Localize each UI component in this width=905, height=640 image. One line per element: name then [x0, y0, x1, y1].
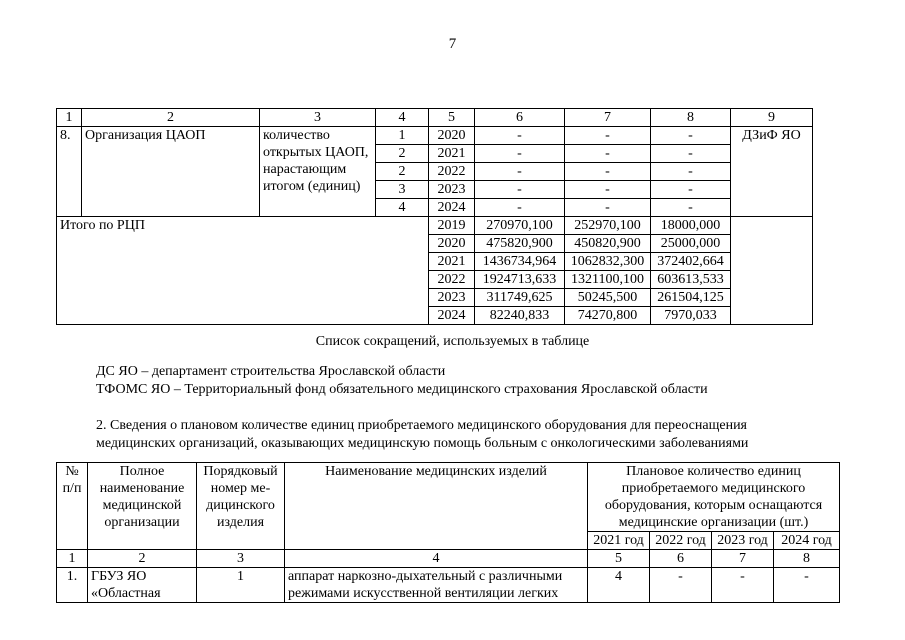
item-indicator — [260, 127, 376, 217]
table1-col-num: 1 — [57, 109, 82, 127]
year-header: 2021 год — [588, 532, 650, 550]
header-org-name — [88, 463, 197, 550]
amount-cell: 261504,125 — [651, 289, 731, 307]
year-cell: 2022 — [429, 271, 475, 289]
amount-cell: 252970,100 — [565, 217, 651, 235]
table1-col-num: 2 — [82, 109, 260, 127]
amount-cell: 7970,033 — [651, 307, 731, 325]
header-device-name: Наименование медицинских изделий — [285, 463, 588, 550]
item-name: Организация ЦАОП — [82, 127, 260, 217]
year-cell: 2019 — [429, 217, 475, 235]
year-cell: 2024 — [429, 307, 475, 325]
table1-col-num: 3 — [260, 109, 376, 127]
table-row — [57, 127, 813, 145]
qty-cell: - — [774, 568, 840, 603]
amount-cell: 1062832,300 — [565, 253, 651, 271]
table2-col-num: 6 — [650, 550, 712, 568]
amount-cell: - — [565, 181, 651, 199]
year-cell: 2023 — [429, 289, 475, 307]
header-num — [57, 463, 88, 550]
table2-col-num: 3 — [197, 550, 285, 568]
target-value: 1 — [376, 127, 429, 145]
amount-cell: 603613,533 — [651, 271, 731, 289]
amount-cell: - — [475, 181, 565, 199]
indicator-line: нарастающим — [263, 162, 347, 177]
amount-cell: - — [651, 181, 731, 199]
year-cell: 2022 — [429, 163, 475, 181]
indicator-line: количество — [263, 128, 330, 143]
amount-cell: - — [565, 163, 651, 181]
device-line: аппарат наркозно-дыхательный с различными — [288, 569, 563, 584]
item-number: 8. — [57, 127, 82, 217]
year-header: 2023 год — [712, 532, 774, 550]
amount-cell: - — [565, 127, 651, 145]
amount-cell: - — [651, 127, 731, 145]
abbreviation-item: ТФОМС ЯО – Территориальный фонд обязательного медицинского страхования Ярославской области — [96, 382, 708, 397]
header-line: номер ме- — [210, 481, 271, 496]
header-line: организации — [104, 515, 180, 530]
header-line: п/п — [62, 481, 82, 496]
header-line: Полное — [119, 464, 165, 479]
section2-heading-cont: медицинских организаций, оказывающих медицинскую помощь больным с онкологическими заболеваниями — [96, 436, 749, 451]
device-line: режимами искусственной вентиляции легких — [288, 586, 559, 601]
header-line: наименование — [99, 481, 185, 496]
table1-col-num: 4 — [376, 109, 429, 127]
table2-col-num: 5 — [588, 550, 650, 568]
order-number: 1 — [197, 568, 285, 603]
table1-col-num: 8 — [651, 109, 731, 127]
amount-cell: - — [565, 199, 651, 217]
row-number: 1. — [57, 568, 88, 603]
amount-cell: 74270,800 — [565, 307, 651, 325]
amount-cell: - — [475, 199, 565, 217]
header-line: дицинского — [206, 498, 275, 513]
target-value: 4 — [376, 199, 429, 217]
header-line: № — [65, 464, 79, 479]
responsible-cell: ДЗиФ ЯО — [731, 127, 813, 217]
qty-cell: - — [650, 568, 712, 603]
regional-program-table — [56, 108, 813, 325]
org-name — [88, 568, 197, 603]
target-value: 2 — [376, 145, 429, 163]
empty-cell — [731, 217, 813, 325]
header-line: изделия — [216, 515, 265, 530]
amount-cell: 82240,833 — [475, 307, 565, 325]
year-cell: 2023 — [429, 181, 475, 199]
device-name — [285, 568, 588, 603]
table-row — [57, 217, 813, 235]
amount-cell: - — [475, 163, 565, 181]
header-line: оборудования, которым оснащаются — [604, 498, 823, 513]
amount-cell: 475820,900 — [475, 235, 565, 253]
table1-col-num: 9 — [731, 109, 813, 127]
year-cell: 2024 — [429, 199, 475, 217]
year-header: 2024 год — [774, 532, 840, 550]
table2-col-num: 7 — [712, 550, 774, 568]
amount-cell: 25000,000 — [651, 235, 731, 253]
table1-header-row — [57, 109, 813, 127]
amount-cell: - — [475, 127, 565, 145]
total-label: Итого по РЦП — [57, 217, 429, 325]
amount-cell: 50245,500 — [565, 289, 651, 307]
table1-col-num: 6 — [475, 109, 565, 127]
org-line: «Областная — [91, 586, 161, 601]
table2-col-num: 8 — [774, 550, 840, 568]
indicator-line: открытых ЦАОП, — [263, 145, 369, 160]
amount-cell: 372402,664 — [651, 253, 731, 271]
header-line: Порядковый — [203, 464, 278, 479]
org-line: ГБУЗ ЯО — [91, 569, 147, 584]
table2-colnum-row — [57, 550, 840, 568]
target-value: 3 — [376, 181, 429, 199]
amount-cell: 311749,625 — [475, 289, 565, 307]
header-line: Плановое количество единиц — [626, 464, 801, 479]
amount-cell: - — [475, 145, 565, 163]
table-row — [57, 568, 840, 603]
amount-cell: 270970,100 — [475, 217, 565, 235]
abbreviation-item: ДС ЯО – департамент строительства Ярославской области — [96, 364, 446, 379]
amount-cell: - — [651, 199, 731, 217]
amount-cell: - — [651, 163, 731, 181]
amount-cell: 18000,000 — [651, 217, 731, 235]
year-cell: 2021 — [429, 145, 475, 163]
abbreviations-title: Список сокращений, используемых в таблице — [315, 334, 590, 349]
amount-cell: 1924713,633 — [475, 271, 565, 289]
table1-col-num: 7 — [565, 109, 651, 127]
target-value: 2 — [376, 163, 429, 181]
header-planned-qty — [588, 463, 840, 532]
table2-col-num: 4 — [285, 550, 588, 568]
header-line: приобретаемого медицинского — [621, 481, 806, 496]
year-cell: 2020 — [429, 127, 475, 145]
table1-col-num: 5 — [429, 109, 475, 127]
year-header: 2022 год — [650, 532, 712, 550]
header-order-number — [197, 463, 285, 550]
amount-cell: 1436734,964 — [475, 253, 565, 271]
table2-header-row — [57, 463, 840, 532]
equipment-table — [56, 462, 840, 603]
amount-cell: - — [565, 145, 651, 163]
page-number: 7 — [448, 36, 457, 52]
section2-heading: 2. Сведения о плановом количестве единиц приобретаемого медицинского оборудования для переоснащения — [96, 418, 747, 433]
header-line: медицинской — [102, 498, 182, 513]
year-cell: 2021 — [429, 253, 475, 271]
indicator-line: итогом (единиц) — [263, 179, 361, 194]
qty-cell: 4 — [588, 568, 650, 603]
amount-cell: 1321100,100 — [565, 271, 651, 289]
amount-cell: 450820,900 — [565, 235, 651, 253]
header-line: медицинские организации (шт.) — [618, 515, 809, 530]
amount-cell: - — [651, 145, 731, 163]
table2-col-num: 2 — [88, 550, 197, 568]
qty-cell: - — [712, 568, 774, 603]
year-cell: 2020 — [429, 235, 475, 253]
table2-col-num: 1 — [57, 550, 88, 568]
